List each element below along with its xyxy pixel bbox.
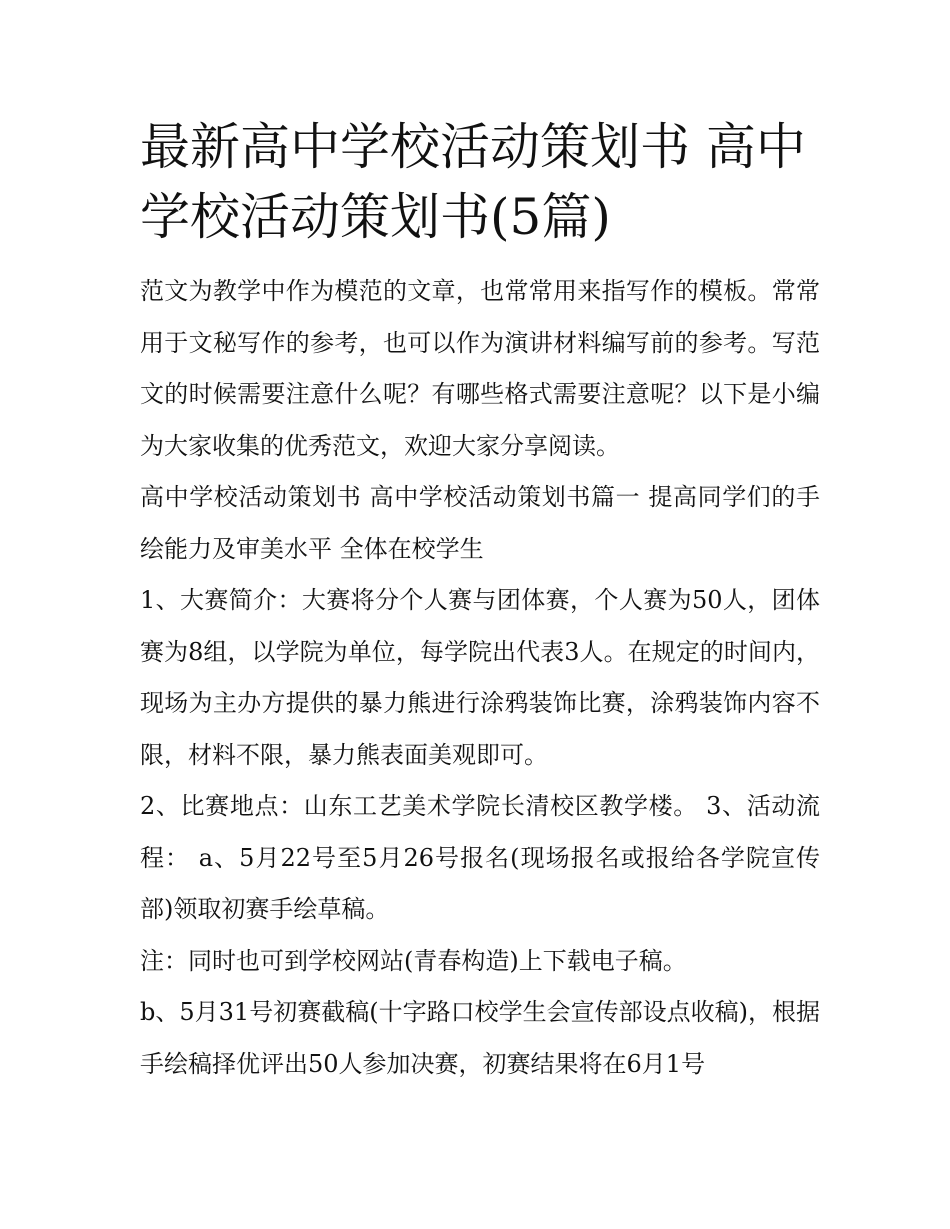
- document-title: 最新高中学校活动策划书 高中学校活动策划书(5篇): [140, 118, 806, 246]
- paragraph-intro: 范文为教学中作为模范的文章，也常常用来指写作的模板。常常用于文秘写作的参考，也可以作为演讲材料编写前的参考。写范文的时候需要注意什么呢？有哪些格式需要注意呢？以下是小编为大家收集的优秀范文，欢迎大家分享阅读。: [140, 277, 820, 460]
- paragraph-deadline: b、5月31号初赛截稿(十字路口校学生会宣传部设点收稿)，根据手绘稿择优评出50人参加决赛，初赛结果将在6月1号: [140, 998, 820, 1078]
- paragraph-section-one: 高中学校活动策划书 高中学校活动策划书篇一 提高同学们的手绘能力及审美水平 全体在校学生: [140, 483, 820, 563]
- document-body: [140, 112, 820, 1090]
- paragraph-location-process: 2、比赛地点：山东工艺美术学院长清校区教学楼。 3、活动流程： a、5月22号至5月26号报名(现场报名或报给各学院宣传部)领取初赛手绘草稿。: [140, 792, 820, 923]
- paragraph-note: 注：同时也可到学校网站(青春构造)上下载电子稿。: [140, 946, 687, 975]
- paragraph-contest-intro: 1、大赛简介：大赛将分个人赛与团体赛，个人赛为50人，团体赛为8组，以学院为单位，每学院出代表3人。在规定的时间内，现场为主办方提供的暴力熊进行涂鸦装饰比赛，涂鸦装饰内容不限，材料不限，暴力熊表面美观即可。: [140, 586, 820, 769]
